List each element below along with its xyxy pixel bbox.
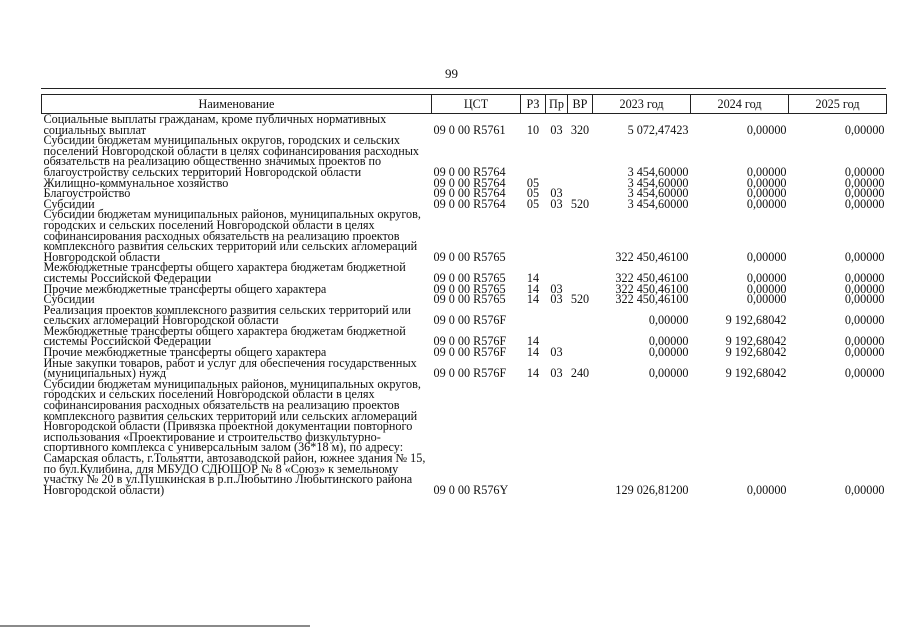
row-rz: 10 <box>526 122 540 137</box>
row-vr <box>568 135 593 177</box>
row-2024: 0,00000 <box>746 175 787 190</box>
footer-rule <box>0 625 310 627</box>
row-cst: 09 0 00 R5761 <box>433 122 506 137</box>
row-cst: 09 0 00 R5765 <box>433 249 506 264</box>
header-pr: Пр <box>546 95 568 114</box>
row-pr <box>546 262 568 283</box>
row-2023: 0,00000 <box>648 313 689 328</box>
row-pr <box>546 379 568 496</box>
row-name: Субсидии бюджетам муниципальных районов, муниципальных округов, городских и сельских поселений Новгородской области в целях софинансирования расходных обязательств на реализацию проектов комплексного развития сельских территорий или сельских агломераций Новгородской области <box>43 207 421 264</box>
row-name: Межбюджетные трансферты общего характера бюджетам бюджетной системы Российской Федерации <box>43 323 406 349</box>
row-cst: 09 0 00 R5765 <box>433 292 506 307</box>
row-pr: 03 <box>550 345 563 360</box>
row-rz: 14 <box>526 366 540 381</box>
row-2025: 0,00000 <box>844 186 885 201</box>
table-top-rule <box>41 88 886 89</box>
row-rz <box>521 209 546 262</box>
row-2023: 322 450,46100 <box>615 270 689 285</box>
row-vr <box>568 178 593 189</box>
row-vr <box>568 262 593 283</box>
header-rz: РЗ <box>521 95 546 114</box>
row-name: Межбюджетные трансферты общего характера бюджетам бюджетной системы Российской Федерации <box>43 260 406 285</box>
row-rz: 05 <box>526 196 540 211</box>
row-2023: 322 450,46100 <box>615 249 689 264</box>
row-2023: 3 454,60000 <box>627 196 689 211</box>
row-2025: 0,00000 <box>844 366 885 381</box>
table-row <box>42 305 887 326</box>
row-2024: 0,00000 <box>746 281 787 296</box>
row-pr: 03 <box>550 122 563 137</box>
row-cst: 09 0 00 R5764 <box>433 196 506 211</box>
row-pr: 03 <box>550 292 563 307</box>
row-2024: 0,00000 <box>746 292 787 307</box>
row-2023: 129 026,81200 <box>615 482 689 497</box>
row-2024: 9 192,68042 <box>725 345 787 360</box>
row-pr <box>546 135 568 177</box>
row-2023: 0,00000 <box>648 366 689 381</box>
row-vr: 520 <box>570 196 590 211</box>
table-body <box>42 114 887 496</box>
row-2024: 9 192,68042 <box>725 313 787 328</box>
row-cst: 09 0 00 R576F <box>433 366 507 381</box>
row-rz <box>521 379 546 496</box>
row-2024: 0,00000 <box>746 164 787 179</box>
table-row <box>42 326 887 347</box>
row-name: Субсидии <box>43 196 95 211</box>
row-pr <box>546 209 568 262</box>
row-2025: 0,00000 <box>844 334 885 349</box>
row-2024: 0,00000 <box>746 482 787 497</box>
table-row <box>42 262 887 283</box>
row-rz <box>521 135 546 177</box>
row-pr: 03 <box>550 196 563 211</box>
row-name: Иные закупки товаров, работ и услуг для обеспечения государственных (муниципальных) нужд <box>43 355 417 381</box>
header-cst: ЦСТ <box>432 95 521 114</box>
row-2023: 322 450,46100 <box>615 281 689 296</box>
header-vr: ВР <box>568 95 593 114</box>
header-2025: 2025 год <box>789 95 887 114</box>
row-2023: 0,00000 <box>648 345 689 360</box>
row-cst: 09 0 00 R5765 <box>433 270 506 285</box>
row-2025: 0,00000 <box>844 249 885 264</box>
budget-table <box>41 94 887 495</box>
row-name: Социальные выплаты гражданам, кроме публичных нормативных социальных выплат <box>43 112 387 137</box>
row-pr: 03 <box>550 281 563 296</box>
row-2025: 0,00000 <box>844 482 885 497</box>
row-name: Реализация проектов комплексного развития сельских территорий или сельских агломераций Новгородской области <box>43 302 411 328</box>
row-cst: 09 0 00 R576F <box>433 313 507 328</box>
row-rz: 05 <box>526 186 540 201</box>
row-2023: 3 454,60000 <box>627 175 689 190</box>
row-2025: 0,00000 <box>844 281 885 296</box>
row-pr: 03 <box>550 366 563 381</box>
row-name: Субсидии бюджетам муниципальных округов, городских и сельских поселений Новгородской области в целях софинансирования расходных обязательств на реализацию общественно значимых проектов по благоустройству сельских территорий Новгородской области <box>43 133 420 179</box>
row-name: Прочие межбюджетные трансферты общего характера <box>43 281 327 296</box>
row-cst: 09 0 00 R576Y <box>433 482 509 497</box>
row-2024: 0,00000 <box>746 270 787 285</box>
row-name: Субсидии <box>43 292 95 307</box>
table-row <box>42 114 887 136</box>
row-2024: 0,00000 <box>746 186 787 201</box>
row-vr <box>568 326 593 347</box>
row-2023: 5 072,47423 <box>627 122 689 137</box>
row-2023: 0,00000 <box>648 334 689 349</box>
row-pr <box>546 305 568 326</box>
row-2025: 0,00000 <box>844 164 885 179</box>
row-cst: 09 0 00 R576F <box>433 345 507 360</box>
row-rz: 14 <box>526 345 540 360</box>
row-cst: 09 0 00 R5764 <box>433 175 506 190</box>
row-rz <box>521 305 546 326</box>
header-2023: 2023 год <box>593 95 691 114</box>
row-2025: 0,00000 <box>844 270 885 285</box>
row-cst: 09 0 00 R5764 <box>433 164 506 179</box>
table-row <box>42 135 887 177</box>
row-vr: 240 <box>570 366 590 381</box>
row-cst: 09 0 00 R5765 <box>433 281 506 296</box>
row-2023: 3 454,60000 <box>627 164 689 179</box>
row-name: Прочие межбюджетные трансферты общего характера <box>43 345 327 360</box>
row-vr <box>568 209 593 262</box>
row-vr <box>568 305 593 326</box>
row-2024: 0,00000 <box>746 122 787 137</box>
row-2023: 3 454,60000 <box>627 186 689 201</box>
table-row <box>42 358 887 379</box>
row-pr: 03 <box>550 186 563 201</box>
row-2025: 0,00000 <box>844 313 885 328</box>
row-2025: 0,00000 <box>844 292 885 307</box>
row-2024: 9 192,68042 <box>725 334 787 349</box>
row-2023: 322 450,46100 <box>615 292 689 307</box>
row-name: Жилищно-коммунальное хозяйство <box>43 175 229 190</box>
row-2025: 0,00000 <box>844 345 885 360</box>
table-header-row <box>42 95 887 114</box>
row-rz: 14 <box>526 270 540 285</box>
row-vr <box>568 347 593 358</box>
row-cst: 09 0 00 R5764 <box>433 186 506 201</box>
row-2024: 0,00000 <box>746 196 787 211</box>
row-rz: 14 <box>526 334 540 349</box>
row-rz: 14 <box>526 281 540 296</box>
row-2025: 0,00000 <box>844 175 885 190</box>
row-2025: 0,00000 <box>844 196 885 211</box>
row-name: Благоустройство <box>43 186 131 201</box>
row-vr: 520 <box>570 292 590 307</box>
row-2025: 0,00000 <box>844 122 885 137</box>
row-rz: 14 <box>526 292 540 307</box>
row-vr <box>568 379 593 496</box>
row-2024: 0,00000 <box>746 249 787 264</box>
row-cst: 09 0 00 R576F <box>433 334 507 349</box>
row-name: Субсидии бюджетам муниципальных районов, муниципальных округов, городских и сельских поселений Новгородской области в целях софинансирования расходных обязательств на реализацию проектов комплексного развития сельских территорий или сельских агломераций Новгородской области (Привязка проектной документации повторного использования «Проектирование и строительство физкультурно-спортивного комплекса с универсальным залом (36*18 м), по адресу: Самарская область, г.Тольятти, автозаводской район, южнее здания № 15, по бул.Кулибина, для МБУДО СДЮШОР № 8 «Союз» к земельному участку № 20 в ул.Пушкинская в р.п.Любытино Любытинского района Новгородской области) <box>43 376 426 497</box>
header-2024: 2024 год <box>691 95 789 114</box>
row-pr <box>546 326 568 347</box>
row-vr: 320 <box>570 122 590 137</box>
row-2024: 9 192,68042 <box>725 366 787 381</box>
table-row <box>42 209 887 262</box>
row-rz: 05 <box>526 175 540 190</box>
table-row <box>42 379 887 496</box>
page-number: 99 <box>445 66 458 81</box>
header-name: Наименование <box>42 95 432 114</box>
